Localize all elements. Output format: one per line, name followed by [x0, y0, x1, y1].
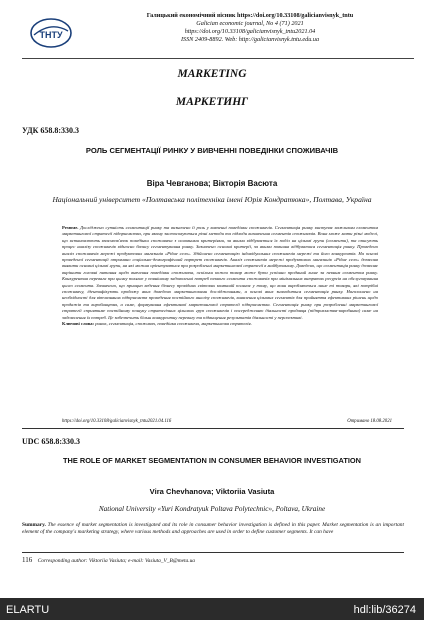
page-number: 116 [22, 556, 33, 564]
handle-id[interactable]: hdl:lib/36274 [353, 604, 416, 616]
affiliation-ua: Національний університет «Полтавська політехніка імені Юрія Кондратюка», Полтава, Україна [52, 195, 372, 204]
section-heading-ua: МАРКЕТИНГ [175, 96, 249, 108]
abstract-ua [62, 225, 378, 328]
logo-text: ТНТУ [39, 30, 63, 40]
corresponding-author: Corresponding author: Viktoriia Vasiuta; e-mail: Vasiuta_V_B@meta.ua [37, 558, 195, 564]
article-doi[interactable]: https://doi.org/10.33108/galicianvisnyk_tntu2021.04.116 [62, 419, 172, 424]
article-title-en: THE ROLE OF MARKET SEGMENTATION IN CONSUMER BEHAVIOR INVESTIGATION [63, 456, 361, 465]
repository-name: ELARTU [6, 604, 50, 616]
article-title-ua: РОЛЬ СЕГМЕНТАЦІЇ РИНКУ У ВИВЧЕННІ ПОВЕДІНКИ СПОЖИВАЧІВ [85, 146, 339, 155]
summary-en [22, 522, 404, 537]
journal-title: Галицький економічний вісник https://doi.org/10.33108/galicianvisnyk_tntu [146, 12, 354, 19]
footer-divider [22, 552, 404, 553]
udc-en: UDC 658.8:330.3 [22, 437, 80, 446]
university-logo-icon [30, 18, 72, 48]
received-date: Отримано 18.08.2021 [347, 419, 392, 424]
journal-doi[interactable]: https://doi.org/10.33108/galicianvisnyk_tntu2021.04 [184, 28, 316, 35]
summary-label: Summary. [22, 522, 46, 528]
article-doi-line [62, 419, 392, 424]
abstract-text: Досліджено сутність сегментації ринку та визначено її роль у вивченні поведінки споживачів. Сегментація ринку виступає важливим елементом маркетингової стратегії підприємства, при якому застосовуються різні методи та підходи визначення сегментів споживачів. Вона може мати різні моделі, що встановлюють взаємозв'язок поведінки споживача з основними критеріями, за якими відбувається їх поділ на цільові групи (сегменти), та описують процес аналізу споживачів відносно базису сегментування ринку. Зазначено основні критерії, за якими повинна відбуватися сегментація ринку. Проведено аналіз споживачів мережі продуктових магазинів «Рідне село». Здійснено сегментацію індивідуальних споживачів мережі та його конкурентів. На основі проведеної сегментації отримано соціально-демографічний портрет споживачів. Аналіз споживачів мережі продуктових магазинів «Рідне село» дозволив виявити основні цільові групи, на які можна орієнтуватися при розробленні маркетингової стратегії в майбутньому. Доведено, що сегментація ринку дозволяє вирішити головні питання щодо вивчення поведінки споживача, оскільки кожен товар може бути успішно проданий лише за певним сегментом ринку. Конкурентна перевага при цьому полягає у повнішому задоволенні потреб певного сегмента споживачів при мінімальних витратах ресурсів на обслуговування цього сегмента. Зазначено, що принцип ведення бізнесу провідних світових компаній полягає у тому, що вони виробляються лише ті товари, які потрібні споживачу, ідентифікують продажу яких доведено маркетинговими дослідженнями, а основі яких знаходиться сегментація ринку. Наголошено на необхідності для вітчизняних підприємств проведення постійного аналізу споживачів, виявлення цільових сегментів для прийняття ефективних рішень щодо продажів та виробництва, а саме, формування ефективної маркетингової стратегії підприємства. Сегментація ринку при розробленні маркетингової стратегії сприятиме постійному пошуку стратегічних цільових груп споживачів і посередженню діяльності продавця (підприємства-виробника) саме на задоволення їх потреб. Це забезпечить більш конкурентну перевагу та підвищення результатів діяльності у перспективі. [62, 225, 378, 320]
keywords-label: Ключові слова: [62, 321, 95, 327]
keywords-text: ринок, сегментація, споживач, поведінка споживача, маркетингова стратегія. [95, 321, 252, 327]
viewer-bottom-bar [0, 598, 424, 620]
authors-en: Vira Chevhanova; Viktoriia Vasiuta [149, 487, 275, 496]
journal-header [22, 8, 414, 59]
journal-issue: Galician economic journal, No 4 (71) 2021 [196, 20, 304, 27]
divider [22, 428, 404, 429]
page-footer [22, 556, 404, 564]
summary-text: The essence of market segmentation is investigated and its role in consumer behavior investigation is defined in this paper. Market segmentation is an important element of the company's marketing strategy, where various methods and approaches are used in order to define customer segments. It can have [22, 522, 404, 536]
udc-ua: УДК 658.8:330.3 [22, 126, 80, 135]
section-heading-en: MARKETING [177, 68, 247, 80]
affiliation-en: National University «Yuri Kondratyuk Poltava Polytechnic», Poltava, Ukraine [98, 505, 326, 513]
authors-ua: Віра Чевганова; Вікторія Васюта [146, 179, 278, 188]
journal-issn: ISSN 2409-8892. Web: http://galicianvisnyk.tntu.edu.ua [180, 36, 320, 43]
abstract-label: Резюме. [62, 225, 79, 230]
